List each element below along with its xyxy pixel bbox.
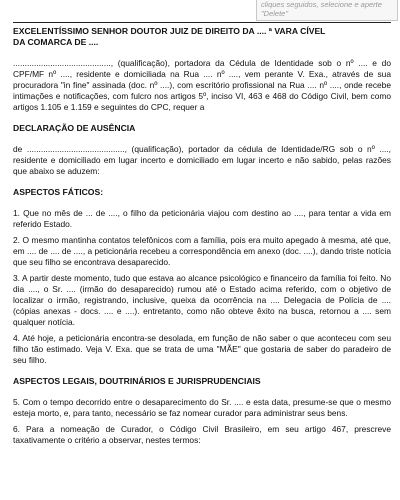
heading-aspectos-faticos: ASPECTOS FÁTICOS: xyxy=(13,187,104,197)
fact-paragraph-1: 1. Que no mês de ... de ...., o filho da peticionária viajou com destino ao ...., para tentar a vida em referido Estado. xyxy=(13,208,391,229)
top-rule xyxy=(13,22,391,23)
petition-title-line-1: EXCELENTÍSSIMO SENHOR DOUTOR JUIZ DE DIREITO DA .... ª VARA CÍVEL xyxy=(13,26,326,36)
fact-paragraph-4: 4. Até hoje, a peticionária encontra-se desolada, em função de não saber o que aconteceu com seu filho tão estimado. Veja V. Exa. que se trata de uma "MÃE" que gostaria de saber do paradeiro de seu filho. xyxy=(13,333,391,365)
instruction-tooltip: cliques seguidos, selecione e aperte "Delete" xyxy=(256,0,398,21)
intro-paragraph: .........................................., (qualificação), portadora da Cédula de Identidade sob o nº .... e do CPF/MF nº ...., residente e domiciliada na Rua .... nº ...., vem perante V. Exa., através de sua procuradora "in fine" assinada (doc. nº ....), com escritório profissional na Rua .... nº ...., onde recebe intimações e notificações, com fulcro nos artigos 5º, inciso VI, 463 e 468 do Código Civil, bem como artigos 1.105 e 1.159 e seguintes do CPC, requer a xyxy=(13,58,391,112)
fact-paragraph-2: 2. O mesmo mantinha contatos telefônicos com a família, pois era muito apegado à mesma, até que, em .... de .... de ...., a peticionária recebeu a correspondência em anexo (doc. ....), dando triste notícia que seu filho se encontrava desaparecido. xyxy=(13,235,392,267)
legal-paragraph-5: 5. Com o tempo decorrido entre o desaparecimento do Sr. .... e esta data, presume-se que o mesmo esteja morto, e, para tanto, necessário se faz nomear curador para administrar seus bens. xyxy=(13,397,391,418)
heading-declaracao: DECLARAÇÃO DE AUSÊNCIA xyxy=(13,123,136,133)
declaracao-paragraph: de .........................................., (qualificação), portador da cédula de Identidade/RG sob o nº ...., residente e domiciliado em lugar incerto e domiciliado em lugar incerto e não sabido, pelas razões que abaixo se aduzem: xyxy=(13,144,391,176)
petition-title-line-2: DA COMARCA DE .... xyxy=(13,37,99,47)
legal-paragraph-6: 6. Para a nomeação de Curador, o Código Civil Brasileiro, em seu artigo 467, prescreve taxativamente o critério a observar, nestes termos: xyxy=(13,424,391,445)
heading-aspectos-legais: ASPECTOS LEGAIS, DOUTRINÁRIOS E JURISPRUDENCIAIS xyxy=(13,376,261,386)
fact-paragraph-3: 3. A partir deste momento, tudo que estava ao alcance psicológico e financeiro da família foi feito. No dia ...., o Sr. .... (irmão do desaparecido) rumou até o Estado acima referido, com o objetivo de localizar o irmão, registrando, inclusive, queixa da ocorrência na .... Delegacia de Polícia de .... (cópias anexas - docs. .... e ....). entretanto, como não obteve êxito na busca, retornou a .... sem qualquer notícia. xyxy=(13,273,391,327)
petition-body xyxy=(13,22,391,446)
